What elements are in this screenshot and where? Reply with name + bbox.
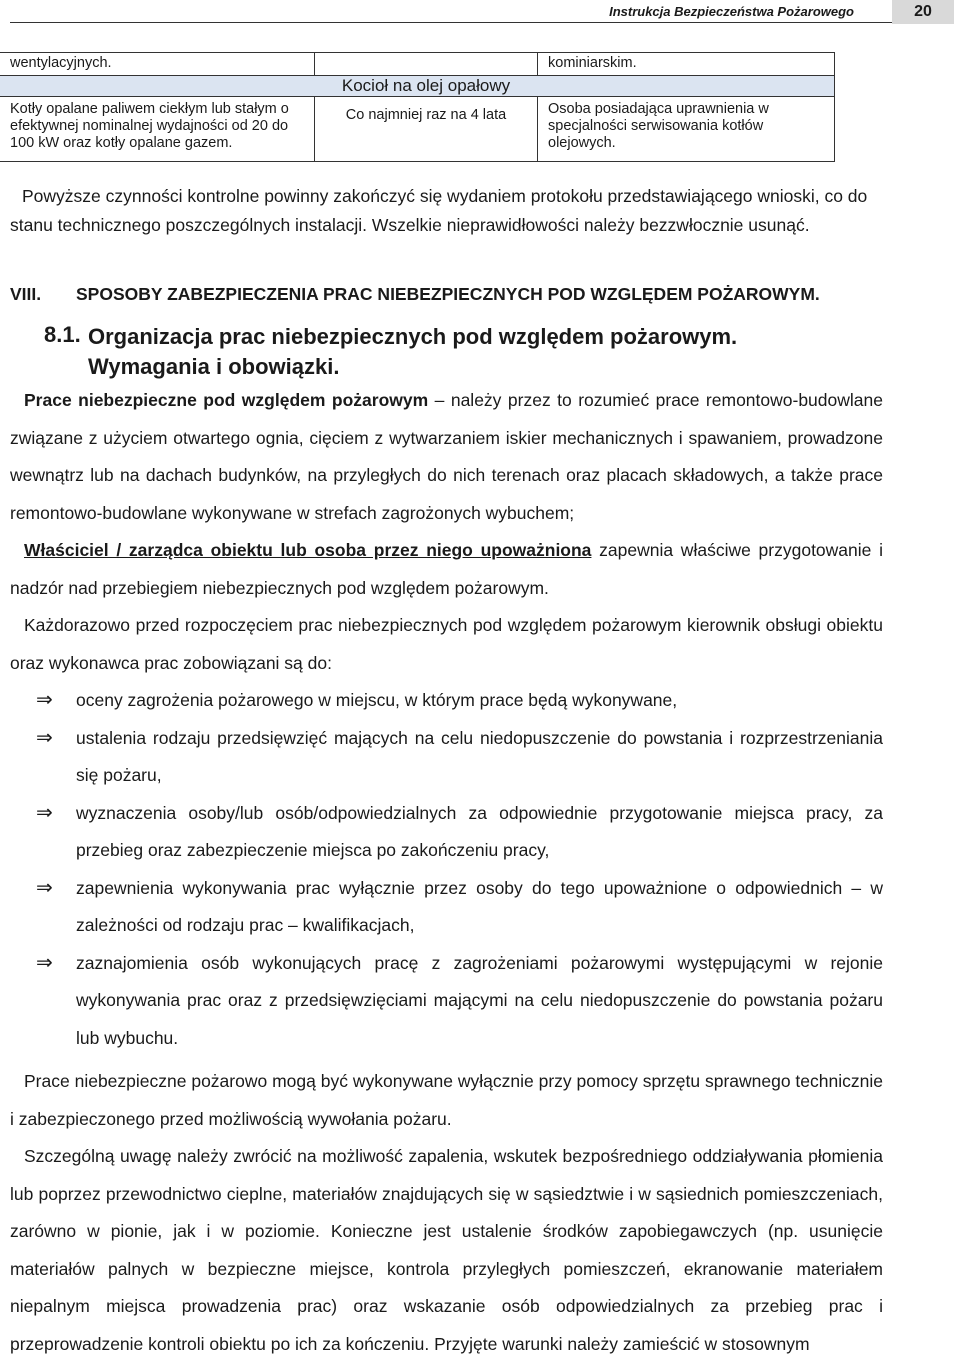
maintenance-table bbox=[0, 52, 835, 162]
subsection-number: 8.1. bbox=[44, 322, 81, 347]
table-cell-top-right: kominiarskim. bbox=[537, 53, 834, 75]
subsection-title: Organizacja prac niebezpiecznych pod względem pożarowym. Wymagania i obowiązki. bbox=[88, 324, 738, 379]
obligations-intro: Każdorazowo przed rozpoczęciem prac niebezpiecznych pod względem pożarowym kierownik obsługi obiektu oraz wykonawca prac zobowiązani są do: bbox=[10, 615, 883, 673]
table-cell-frequency: Co najmniej raz na 4 lata bbox=[345, 107, 507, 123]
section-title: SPOSOBY ZABEZPIECZENIA PRAC NIEBEZPIECZNYCH POD WZGLĘDEM POŻAROWYM. bbox=[76, 284, 820, 304]
double-arrow-icon: ⇒ bbox=[36, 951, 53, 974]
page-number: 20 bbox=[892, 0, 954, 24]
double-arrow-icon: ⇒ bbox=[36, 689, 53, 711]
list-item: ⇒ wyznaczenia osoby/lub osób/odpowiedzialnych za odpowiednie przygotowanie miejsca pracy, za przebieg oraz zabezpieczenie miejsca po zakończeniu pracy, bbox=[10, 795, 883, 870]
owner-lead: Właściciel / zarządca obiektu lub osoba przez niego upoważniona bbox=[24, 540, 592, 560]
owner-text: zapewnia właściwe przygotowanie i nadzór nad przebiegiem niebezpiecznych pod względem pożarowym. bbox=[10, 540, 883, 598]
list-item: ⇒ ustalenia rodzaju przedsięwzięć mających na celu niedopuszczenie do powstania i rozprzestrzeniania się pożaru, bbox=[10, 720, 883, 795]
page-header bbox=[10, 0, 954, 23]
list-item: ⇒ oceny zagrożenia pożarowego w miejscu, w którym prace będą wykonywane, bbox=[10, 682, 883, 720]
protocol-paragraph: Powyższe czynności kontrolne powinny zakończyć się wydaniem protokołu przedstawiającego wnioski, co do stanu technicznego poszczególnych instalacji. Wszelkie nieprawidłowości należy bezzwłocznie usunąć. bbox=[10, 186, 868, 235]
list-item: ⇒ zaznajomienia osób wykonujących pracę z zagrożeniami pożarowymi występującymi w rejonie wykonywania prac oraz z przedsięwzięciami mającymi na celu niedopuszczenie do powstania pożaru lub wybuchu. bbox=[10, 945, 883, 1058]
owner-responsibility bbox=[10, 532, 883, 607]
header-title: Instrukcja Bezpieczeństwa Pożarowego bbox=[609, 4, 854, 19]
double-arrow-icon: ⇒ bbox=[36, 876, 53, 899]
term-lead: Prace niebezpieczne pod względem pożarowym bbox=[24, 390, 429, 410]
precautions-paragraph: Szczególną uwagę należy zwrócić na możliwość zapalenia, wskutek bezpośredniego oddziaływania płomienia lub poprzez przewodnictwo cieplne, materiałów znajdujących się w sąsiedztwie i w sąsiednich pomieszczeniach, zarówno w pionie, jak i w poziomie. Konieczne jest ustalenie środków zapobiegawczych (np. usunięcie materiałów palnych w bezpieczne miejsce, kontrola przyległych pomieszczeń, ekranowanie materiałem niepalnym miejsca prowadzenia prac) oraz wskazanie osób odpowiedzialnych za przebieg prac i przeprowadzenie kontroli obiektu po ich za kończeniu. Przyjęte warunki należy zamieścić w stosownym bbox=[10, 1146, 883, 1354]
hazardous-work-definition bbox=[10, 382, 883, 532]
obligations-list bbox=[10, 682, 883, 1057]
table-cell-top-left: wentylacyjnych. bbox=[0, 53, 315, 75]
double-arrow-icon: ⇒ bbox=[36, 726, 53, 749]
table-cell-responsible: Osoba posiadająca uprawnienia w specjalności serwisowania kotłów olejowych. bbox=[537, 97, 834, 162]
list-item: ⇒ zapewnienia wykonywania prac wyłącznie przez osoby do tego upoważnione o odpowiednich – w zależności od rodzaju prac – kwalifikacjach, bbox=[10, 870, 883, 945]
term-dash: – bbox=[428, 390, 451, 410]
equipment-paragraph: Prace niebezpieczne pożarowo mogą być wykonywane wyłącznie przy pomocy sprzętu sprawnego technicznie i zabezpieczonego przed możliwością wywołania pożaru. bbox=[10, 1071, 883, 1129]
section-number: VIII. bbox=[10, 284, 42, 304]
double-arrow-icon: ⇒ bbox=[36, 801, 53, 824]
table-heading: Kocioł na olej opałowy bbox=[341, 76, 511, 95]
table-cell-boiler-type: Kotły opalane paliwem ciekłym lub stałym o efektywnej nominalnej wydajności od 20 do 100 kW oraz kotły opalane gazem. bbox=[0, 97, 315, 162]
definition-text: należy przez to rozumieć prace remontowo-budowlane związane z użyciem otwartego ognia, cięciem z wytwarzaniem iskier mechanicznych i spawaniem, prowadzone wewnątrz lub na dachach budynków, na przyległych do nich terenach oraz placach składowych, a także prace remontowo-budowlane wykonywane w strefach zagrożonych wybuchem; bbox=[10, 390, 883, 523]
